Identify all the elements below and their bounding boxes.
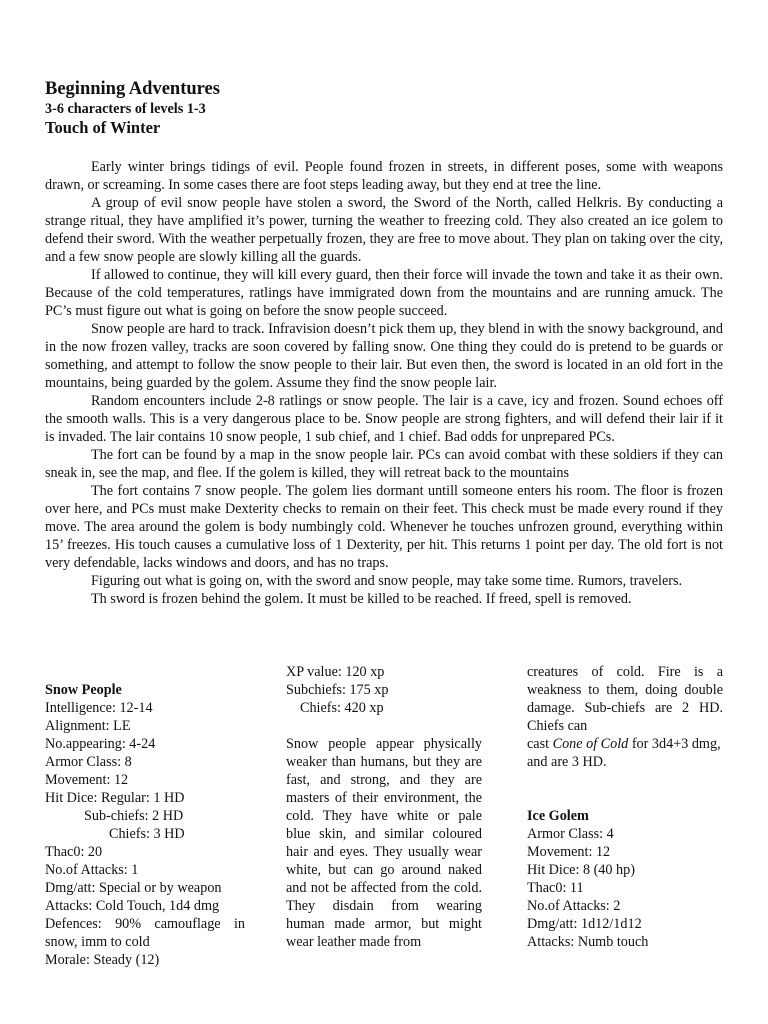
xp-line: Chiefs: 420 xp [300,700,384,716]
stat-line: Dmg/att: Special or by weapon [45,880,222,896]
paragraph: If allowed to continue, they will kill every guard, then their force will invade the town and take it as their own. Because of the cold temperatures, ratlings have immigrated down from the mountains and are running amuck. The PC’s must figure out what is going on before the snow people succeed. [45,267,723,319]
stat-line: Defences: 90% camouflage in snow, imm to cold [45,916,245,950]
description-continued: creatures of cold. Fire is a weakness to them, doing double damage. Sub-chiefs are 2 HD. Chiefs can [527,664,723,734]
stat-line: Armor Class: 4 [527,826,614,842]
document-page [45,78,723,608]
paragraph: Figuring out what is going on, with the sword and snow people, may take some time. Rumors, travelers. [91,573,683,589]
adventure-text [45,158,723,608]
stat-line: Chiefs: 3 HD [109,826,185,842]
description-text: Snow people appear physically weaker than humans, but they are fast, and strong, and they are masters of their environment, the cold. They have white or pale blue skin, and similar coloured hair and eyes. They usually wear white, but can go around naked and not be affected from the cold. They disdain from wearing human made armor, but might wear leather made from [286,736,482,950]
stat-line: Dmg/att: 1d12/1d12 [527,916,642,932]
paragraph: The fort can be found by a map in the snow people lair. PCs can avoid combat with these soldiers if they can sneak in, see the map, and flee. If the golem is killed, they will retreat back to the mountains [45,447,723,481]
paragraph: The fort contains 7 snow people. The golem lies dormant untill someone enters his room. The floor is frozen over here, and PCs must make Dexterity checks to remain on their feet. This check must be made every round if they move. The area around the golem is body numbingly cold. Whenever he touches unfrozen ground, everything within 15’ freezes. His touch causes a cumulative loss of 1 Dexterity, per hit. This returns 1 point per day. The old fort is not very defendable, lacks windows and doors, and has no traps. [45,483,723,571]
stat-line: Hit Dice: Regular: 1 HD [45,790,185,806]
xp-line: Subchiefs: 175 xp [286,682,389,698]
stat-line: Sub-chiefs: 2 HD [84,808,184,824]
paragraph: Snow people are hard to track. Infravision doesn’t pick them up, they blend in with the snowy background, and in the now frozen valley, tracks are soon covered by falling snow. One thing they could do is pretend to be guards or something, and attempt to follow the snow people to their lair. But even then, the sword is located in an old fort in the mountains, being guarded by the golem. Assume they find the snow people lair. [45,321,723,391]
party-requirements: 3-6 characters of levels 1-3 [45,101,206,117]
snow-people-heading: Snow People [45,682,122,698]
spell-name: Cone of Cold [552,736,629,752]
snow-people-description [286,663,482,951]
stat-line: Intelligence: 12-14 [45,700,153,716]
stat-line: No.of Attacks: 2 [527,898,621,914]
stat-line: Hit Dice: 8 (40 hp) [527,862,635,878]
stat-line: Movement: 12 [45,772,129,788]
xp-line: XP value: 120 xp [286,664,385,680]
cone-of-cold-line: cast Cone of Cold for 3d4+3 dmg, and are 3 HD. [527,736,721,770]
paragraph: Early winter brings tidings of evil. People found frozen in streets, in different poses, some with weapons drawn, or screaming. In some cases there are foot steps leading away, but they end at tree the line. [45,159,723,193]
stat-line: Alignment: LE [45,718,131,734]
stat-line: Attacks: Numb touch [527,934,649,950]
paragraph: Th sword is frozen behind the golem. It must be killed to be reached. If freed, spell is removed. [91,591,632,607]
page-title: Beginning Adventures [45,79,220,99]
stat-line: Thac0: 11 [527,880,584,896]
description-continued-and-golem [527,663,723,951]
paragraph: Random encounters include 2-8 ratlings or snow people. The lair is a cave, icy and frozen. Sound echoes off the smooth walls. This is a very dangerous place to be. Snow people are strong fighters, and will defend their lair if it is invaded. The lair contains 10 snow people, 1 sub chief, and 1 chief. Bad odds for unprepared PCs. [45,393,723,445]
snow-people-stat-block [45,663,245,969]
stat-line: Morale: Steady (12) [45,952,160,968]
stat-line: Thac0: 20 [45,844,103,860]
stat-line: No.appearing: 4-24 [45,736,156,752]
paragraph: A group of evil snow people have stolen a sword, the Sword of the North, called Helkris. By conducting a strange ritual, they have amplified it’s power, turning the weather to freezing cold. They also created an ice golem to defend their sword. With the weather perpetually frozen, they are free to move about. They plan on taking over the city, and a few snow people are slowly killing all the guards. [45,195,723,265]
stat-line: No.of Attacks: 1 [45,862,139,878]
ice-golem-heading: Ice Golem [527,808,589,824]
stat-line: Attacks: Cold Touch, 1d4 dmg [45,898,220,914]
stat-line: Armor Class: 8 [45,754,132,770]
stat-line: Movement: 12 [527,844,611,860]
adventure-title: Touch of Winter [45,118,161,137]
